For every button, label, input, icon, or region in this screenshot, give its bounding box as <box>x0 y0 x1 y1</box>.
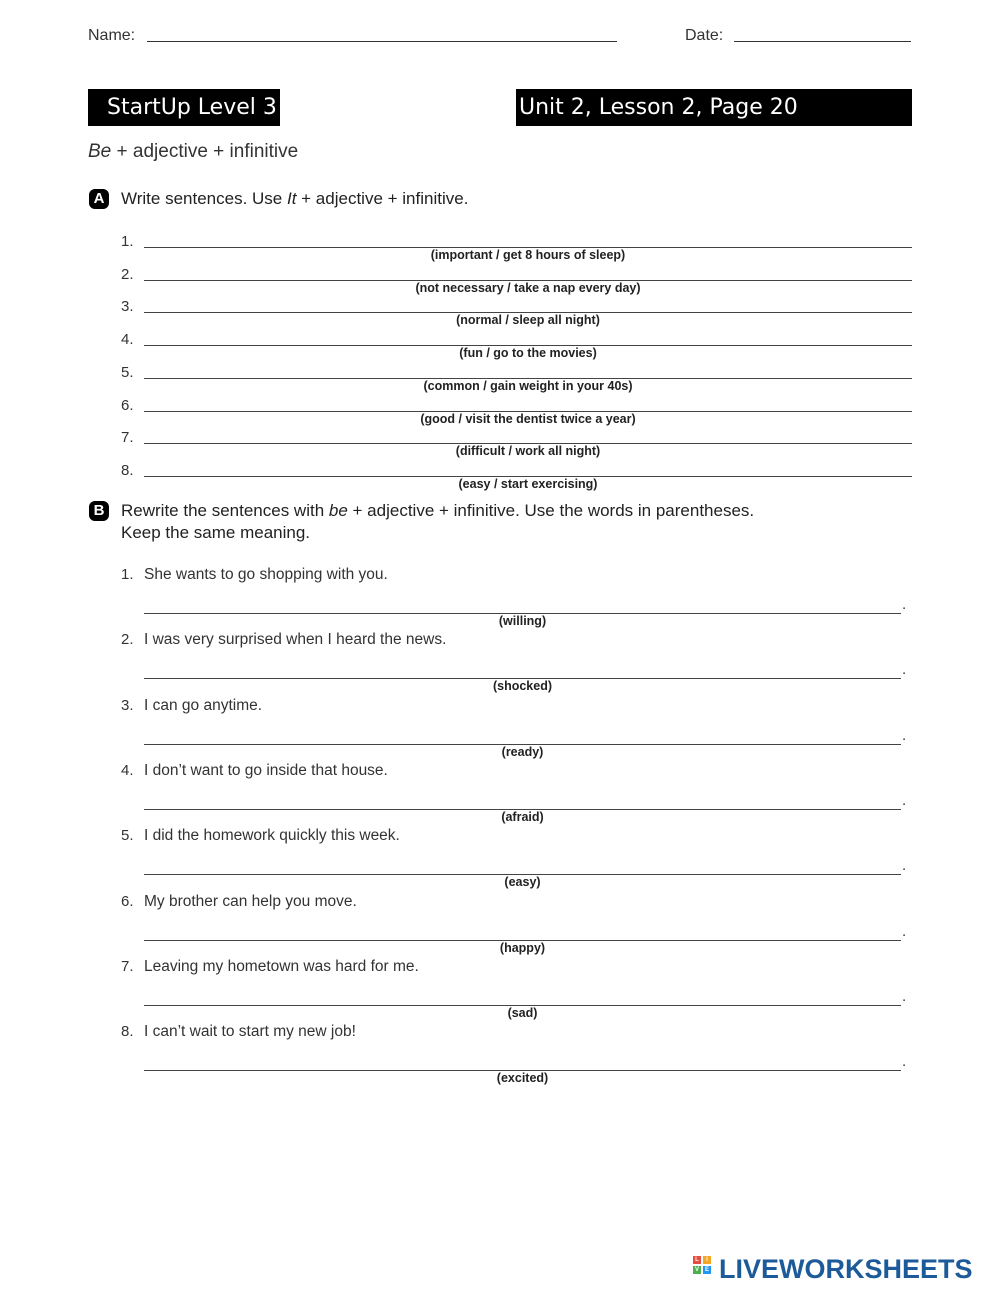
b-period: . <box>902 726 907 744</box>
b-item-number: 4. <box>121 761 134 779</box>
b-item-hint: (easy) <box>504 875 541 890</box>
a-item-hint: (difficult / work all night) <box>455 444 601 459</box>
a-item-hint: (important / get 8 hours of sleep) <box>430 248 626 262</box>
logo-block: I <box>703 1256 711 1264</box>
section-a-instruction: Write sentences. Use It + adjective + infinitive. <box>121 189 469 208</box>
b-item-number: 5. <box>121 827 134 845</box>
b-item-sentence: I was very surprised when I heard the news. <box>144 631 447 649</box>
unit-banner: Unit 2, Lesson 2, Page 20 <box>516 89 912 126</box>
b-item-number: 6. <box>121 892 134 910</box>
a-item-number: 4. <box>121 331 134 349</box>
b-item-number: 2. <box>121 631 134 649</box>
a-item-hint: (not necessary / take a nap every day) <box>415 280 641 295</box>
b-item-sentence: I can’t wait to start my new job! <box>144 1023 356 1041</box>
b-period: . <box>902 857 907 875</box>
logo-block: L <box>693 1256 701 1264</box>
b-item-sentence: I did the homework quickly this week. <box>144 827 400 845</box>
logo-block: E <box>704 1267 709 1273</box>
b-item-hint: (ready) <box>501 744 544 759</box>
page-subtitle: Be + adjective + infinitive <box>88 141 299 162</box>
a-item-hint: (fun / go to the movies) <box>459 346 597 361</box>
b-item-hint: (excited) <box>496 1071 549 1086</box>
b-item-hint: (afraid) <box>501 809 544 824</box>
b-period: . <box>902 791 907 809</box>
b-item-sentence: I don’t want to go inside that house. <box>144 761 388 779</box>
b-item-hint: (sad) <box>507 1005 538 1020</box>
b-item-hint: (happy) <box>499 940 546 955</box>
a-item-hint: (easy / start exercising) <box>458 476 598 491</box>
level-banner: StartUp Level 3 <box>88 89 280 126</box>
b-item-sentence: Leaving my hometown was hard for me. <box>144 957 419 975</box>
b-period: . <box>902 987 907 1005</box>
name-field[interactable] <box>147 41 617 42</box>
date-label: Date: <box>685 27 724 44</box>
name-label: Name: <box>88 27 136 44</box>
a-item-number: 7. <box>121 429 134 447</box>
b-period: . <box>902 1053 907 1071</box>
section-b-badge: B <box>89 501 109 521</box>
b-item-hint: (willing) <box>498 614 547 628</box>
a-item-number: 8. <box>121 461 134 479</box>
a-item-hint: (common / gain weight in your 40s) <box>423 378 633 393</box>
a-item-hint: (good / visit the dentist twice a year) <box>420 411 636 426</box>
b-item-number: 1. <box>121 566 134 583</box>
a-item-number: 3. <box>121 298 134 316</box>
b-item-number: 7. <box>121 957 134 975</box>
a-item-number: 6. <box>121 396 134 414</box>
logo-blocks-icon <box>693 1256 715 1280</box>
b-item-sentence: She wants to go shopping with you. <box>144 566 388 583</box>
section-b-instruction: Rewrite the sentences with be + adjective + infinitive. Use the words in parentheses. Keep the same meaning. <box>121 501 755 542</box>
a-item-number: 1. <box>121 233 134 250</box>
b-period: . <box>902 596 907 613</box>
b-item-sentence: My brother can help you move. <box>144 892 357 910</box>
b-item-number: 8. <box>121 1023 134 1041</box>
b-period: . <box>902 661 907 679</box>
logo-text: LIVEWORKSHEETS <box>719 1254 973 1284</box>
b-period: . <box>902 922 907 940</box>
logo-block: V <box>694 1267 699 1273</box>
a-item-number: 5. <box>121 363 134 381</box>
a-item-hint: (normal / sleep all night) <box>456 313 600 328</box>
b-item-sentence: I can go anytime. <box>144 696 263 714</box>
section-a-badge: A <box>89 189 109 209</box>
b-item-hint: (shocked) <box>492 679 553 694</box>
b-item-number: 3. <box>121 696 134 714</box>
date-field[interactable] <box>734 41 911 42</box>
a-item-number: 2. <box>121 265 134 283</box>
